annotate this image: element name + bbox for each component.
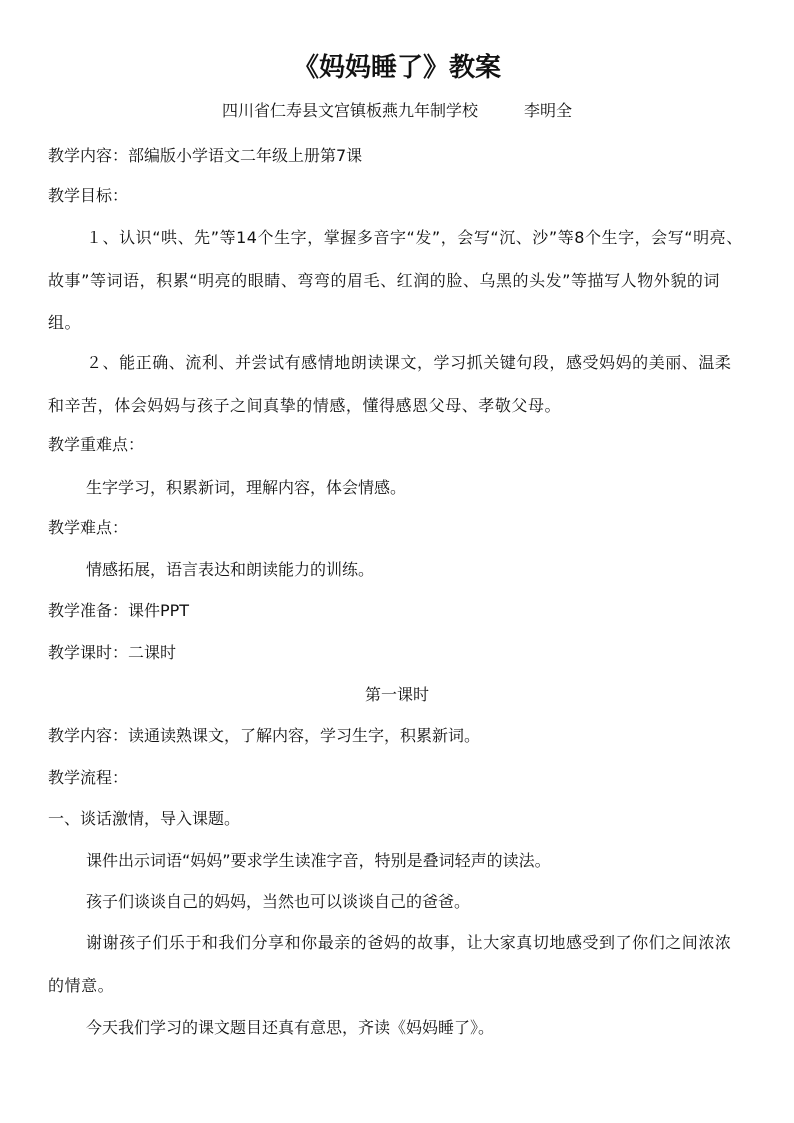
class-hours: 教学课时：二课时 — [48, 643, 177, 662]
difficulties-heading: 教学难点： — [48, 518, 129, 537]
step-1-paragraph-1: 课件出示词语“妈妈”要求学生读准字音，特别是叠词轻声的读法。 — [86, 851, 551, 870]
goal-2-text: ２、能正确、流利、并尝试有感情地朗读课文，学习抓关键句段，感受妈妈的美丽、温柔和辛苦，体会妈妈与孩子之间真挚的情感，懂得感恩父母、孝敬父母。 — [48, 353, 732, 415]
step-1-paragraph-4: 今天我们学习的课文题目还真有意思，齐读《妈妈睡了》。 — [86, 1018, 495, 1037]
author-line — [0, 98, 794, 124]
step-1-heading: 一、谈话激情，导入课题。 — [48, 809, 241, 828]
step-1-paragraph-3-text: 谢谢孩子们乐于和我们分享和你最亲的爸妈的故事，让大家真切地感受到了你们之间浓浓的情意。 — [48, 933, 732, 995]
step-1-paragraph-2: 孩子们谈谈自己的妈妈，当然也可以谈谈自己的爸爸。 — [86, 892, 471, 911]
author-name: 李明全 — [524, 101, 573, 120]
document-title: 《妈妈睡了》教案 — [292, 53, 501, 83]
goal-1-text: １、认识“哄、先”等14个生字，掌握多音字“发”，会写“沉、沙”等8个生字，会写“明亮、故事”等词语，积累“明亮的眼睛、弯弯的眉毛、红润的脸、乌黑的头发”等描写人物外貌的词组。 — [48, 228, 743, 332]
key-points-text: 生字学习，积累新词，理解内容，体会情感。 — [86, 478, 407, 497]
goal-2-paragraph — [48, 342, 746, 427]
step-1-paragraph-3 — [48, 922, 746, 1007]
difficulties-text: 情感拓展，语言表达和朗读能力的训练。 — [86, 560, 375, 579]
lesson-1-content: 教学内容：读通读熟课文，了解内容，学习生字，积累新词。 — [48, 726, 481, 745]
preparation: 教学准备：课件PPT — [48, 601, 190, 620]
goals-heading: 教学目标： — [48, 186, 129, 205]
school-name: 四川省仁寿县文宫镇板燕九年制学校 — [221, 101, 478, 120]
key-points-heading: 教学重难点： — [48, 435, 145, 454]
lesson-1-heading: 第一课时 — [364, 685, 429, 704]
goal-1-paragraph — [48, 217, 746, 345]
flow-heading: 教学流程： — [48, 768, 129, 787]
teaching-content: 教学内容：部编版小学语文二年级上册第7课 — [48, 146, 363, 165]
